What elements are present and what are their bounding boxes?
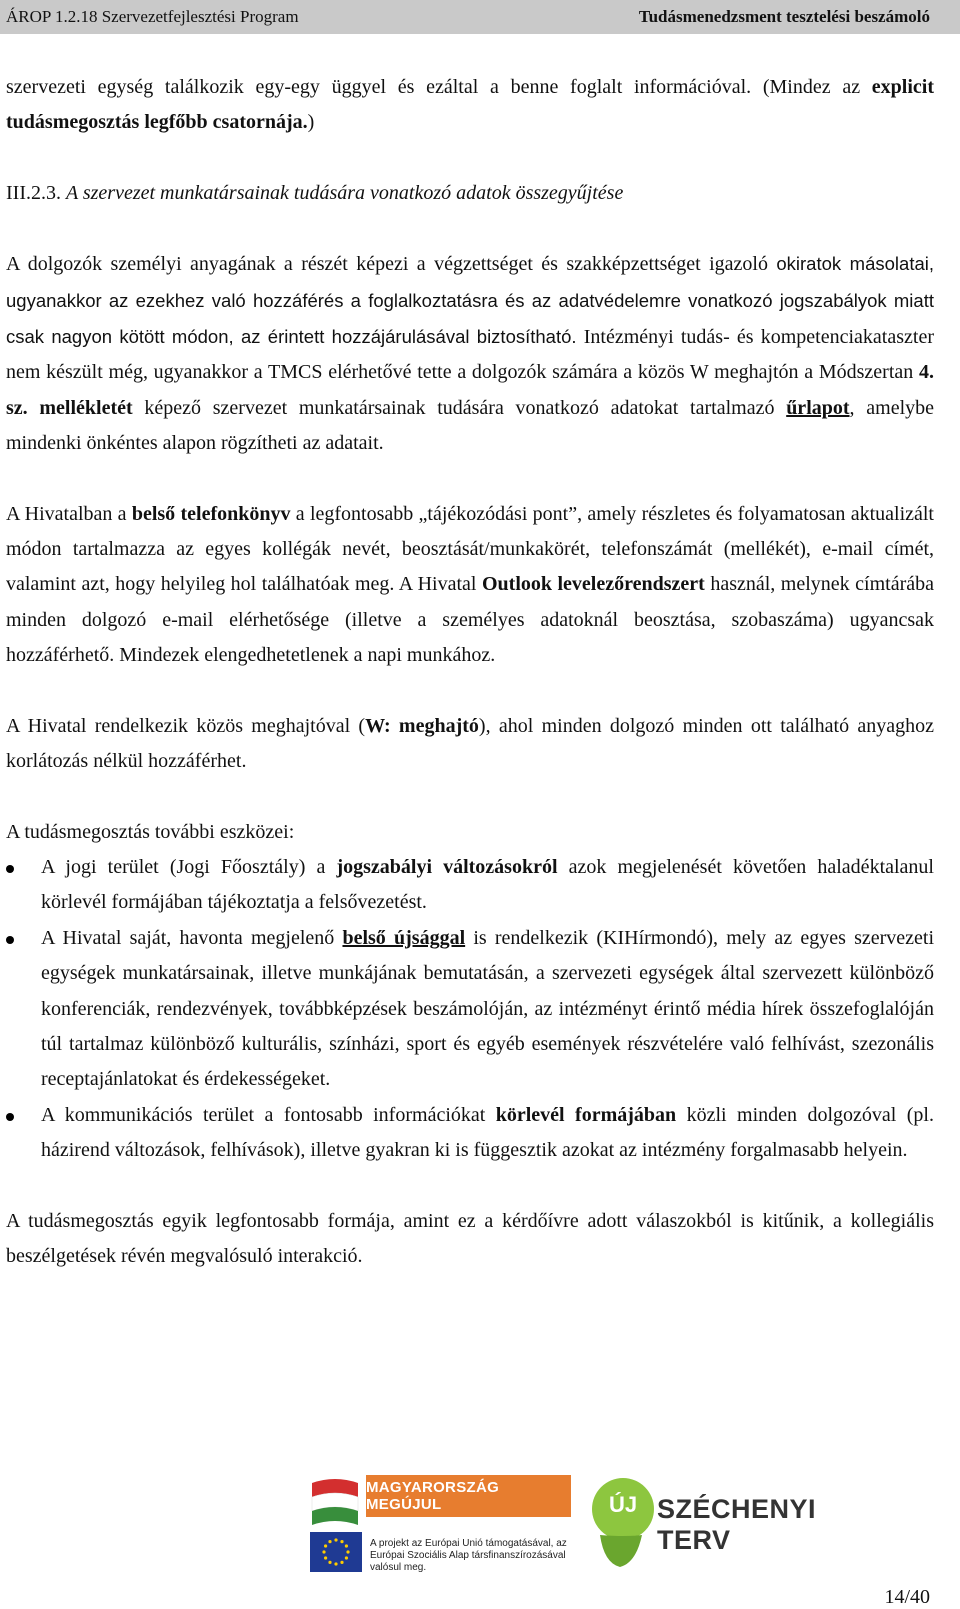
list-item: A jogi terület (Jogi Főosztály) a jogszabályi változásokról azok megjelenését követően haladéktalanul körlevél formájában tájékoztatja a felsővezetést. <box>6 850 934 921</box>
sz-uj-label: ÚJ <box>608 1492 638 1517</box>
uj-szechenyi-terv-logo <box>592 1478 862 1588</box>
sz-title: SZÉCHENYI TERV <box>657 1494 817 1555</box>
paragraph-3: A Hivatalban a belső telefonkönyv a legfontosabb „tájékozódási pont”, amely részletes és folyamatosan aktualizált módon tartalmazza az egyes kollégák nevét, beosztását/munkakörét, telefonszámát (mellékét), e-mail címét, valamint azt, hogy helyileg hol találhatóak meg. A Hivatal Outlook levelezőrendszert használ, melynek címtárába minden dolgozó e-mail elérhetősége (illetve a személyes adatoknál beosztása, szobaszáma) ugyancsak hozzáférhető. Mindezek elengedhetetlenek a napi munkához. <box>6 502 934 667</box>
page-header <box>0 0 960 34</box>
header-report-title: Tudásmenedzsment tesztelési beszámoló <box>638 7 930 26</box>
mm-banner: MAGYARORSZÁG MEGÚJUL <box>366 1475 571 1517</box>
bullet-icon <box>6 865 14 873</box>
list-item: A kommunikációs terület a fontosabb információkat körlevél formájában közli minden dolgozóval (pl. házirend változások, felhívások), illetve gyakran ki is függesztik azokat az intézmény forgalmasabb helyein. <box>6 1098 934 1169</box>
header-program-title: ÁROP 1.2.18 Szervezetfejlesztési Program <box>6 7 299 26</box>
paragraph-1: szervezeti egység találkozik egy-egy üggyel és ezáltal a benne foglalt információval. (Mindez az explicit tudásmegosztás legfőbb csatornája.) <box>6 76 934 134</box>
paragraph-2: A dolgozók személyi anyagának a részét képezi a végzettséget és szakképzettséget igazoló okiratok másolatai, ugyanakkor az ezekhez való hozzáférés a foglalkoztatásra és az adatvédelemre vonatkozó jogszabályok miatt csak nagyon kötött módon, az érintett hozzájárulásával biztosítható. Intézményi tudás- és kompetenciakataszter nem készült még, ugyanakkor a TMCS elérhetővé tette a dolgozók számára a közös W meghajtón a Módszertan 4. sz. mellékletét képező szervezet munkatársainak tudására vonatkozó adatokat tartalmazó űrlapot, amelybe mindenki önkéntes alapon rögzítheti az adatait. <box>6 253 934 455</box>
paragraph-5: A tudásmegosztás további eszközei: <box>6 820 295 843</box>
paragraph-4: A Hivatal rendelkezik közös meghajtóval (W: meghajtó), ahol minden dolgozó minden ott található anyaghoz korlátozás nélkül hozzáférhet. <box>6 714 935 773</box>
document-body <box>6 70 934 1274</box>
page-footer <box>0 1470 960 1609</box>
magyarorszag-megujul-logo <box>310 1470 575 1605</box>
paragraph-6: A tudásmegosztás egyik legfontosabb formája, amint ez a kérdőívre adott válaszokból is kitűnik, a kollegiális beszélgetések révén megvalósuló interakció. <box>6 1209 934 1267</box>
list-item: A Hivatal saját, havonta megjelenő belső újsággal is rendelkezik (KIHírmondó), mely az egyes szervezeti egységek munkatársainak, illetve munkájának bemutatásán, a szervezeti egységek által szervezett különböző konferenciák, rendezvények, továbbképzések beszámolóján, az intézményt érintő média hírek összefoglalóján túl tartalmaz különböző kulturális, színházi, sport és egyéb események részvételére való felhívást, szezonális receptajánlatokat és érdekességeket. <box>6 921 934 1098</box>
bullet-icon <box>6 936 14 944</box>
eu-flag-icon <box>310 1532 362 1572</box>
page-number: 14/40 <box>884 1586 930 1608</box>
eu-funding-text: A projekt az Európai Unió támogatásával, az Európai Szociális Alap társfinanszírozásával valósul meg. <box>370 1538 567 1573</box>
section-number: III.2.3. <box>6 181 66 204</box>
tools-list <box>6 850 934 1169</box>
section-title: A szervezet munkatársainak tudására vonatkozó adatok összegyűjtése <box>65 181 624 204</box>
bullet-icon <box>6 1113 14 1121</box>
hungarian-flag-icon <box>310 1475 360 1530</box>
leaf-icon <box>596 1533 646 1569</box>
section-heading <box>6 176 934 211</box>
